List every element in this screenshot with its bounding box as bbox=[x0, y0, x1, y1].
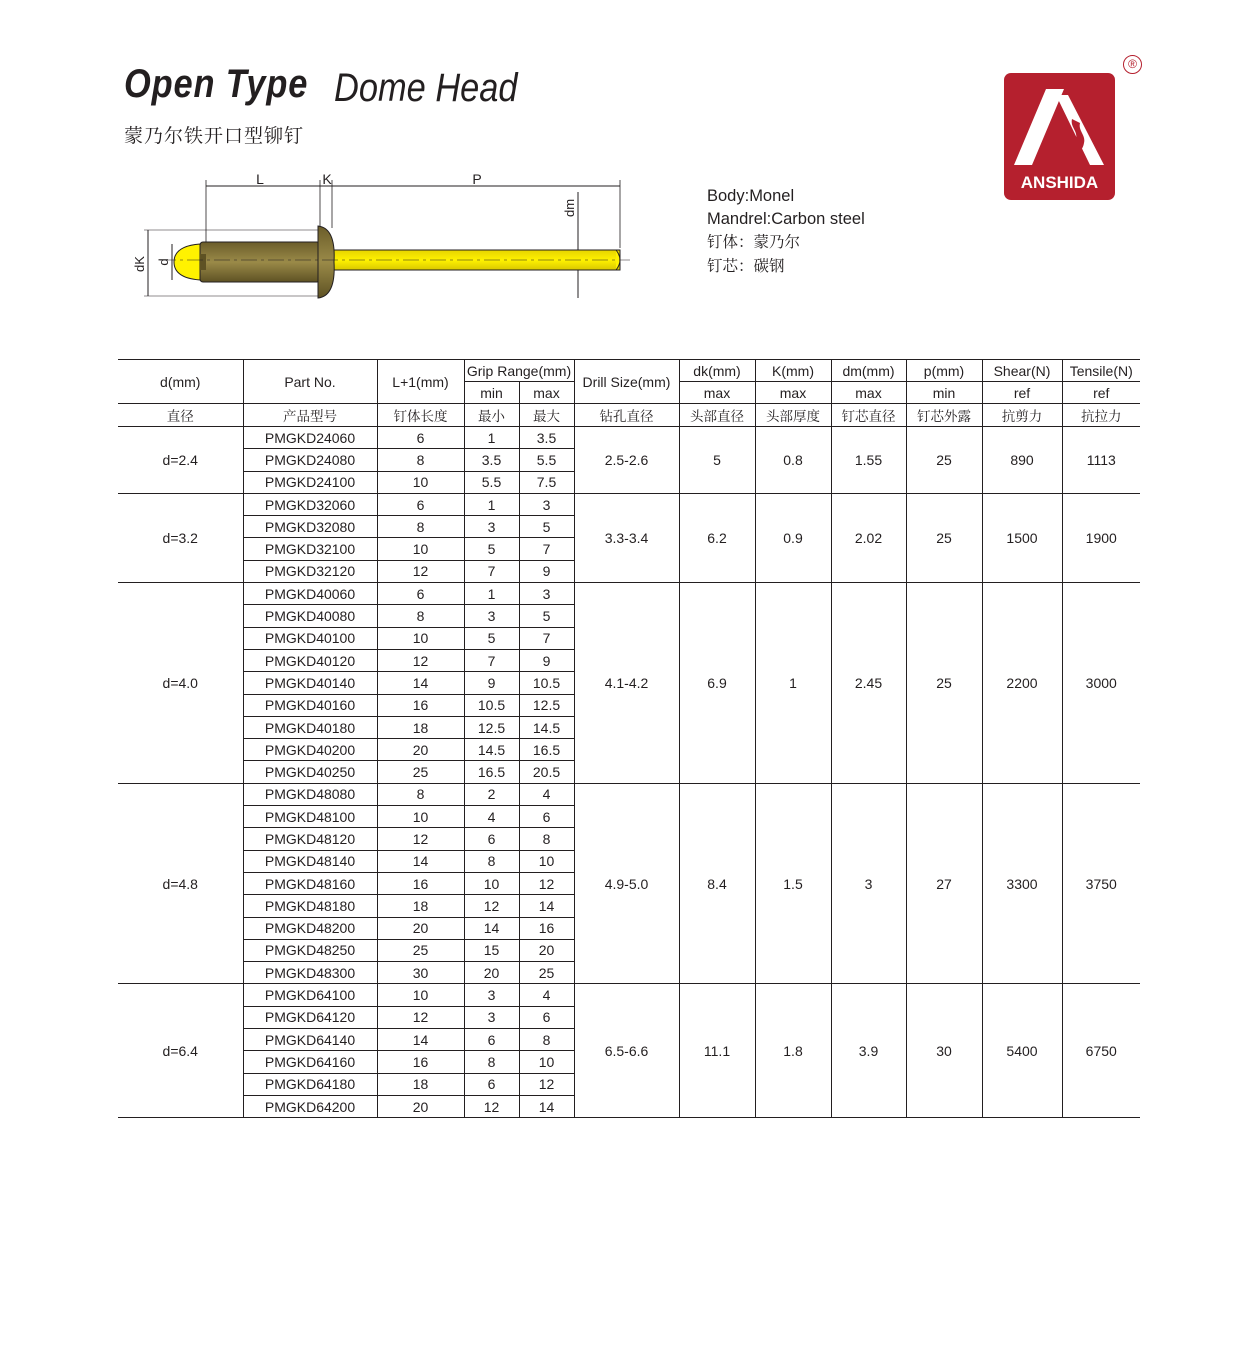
cell-min: 8 bbox=[464, 1051, 519, 1073]
col-dm-cn: 钉芯直径 bbox=[831, 404, 906, 427]
cell-max: 14 bbox=[519, 895, 574, 917]
col-tensile-cn: 抗拉力 bbox=[1062, 404, 1140, 427]
label-d: d bbox=[156, 258, 171, 266]
cell-min: 5.5 bbox=[464, 471, 519, 493]
cell-dm: 2.45 bbox=[831, 583, 906, 784]
cell-max: 5 bbox=[519, 605, 574, 627]
cell-max: 3 bbox=[519, 493, 574, 515]
cell-part: PMGKD40180 bbox=[243, 716, 377, 738]
cell-drill: 6.5-6.6 bbox=[574, 984, 679, 1118]
col-grip-max-cn: 最大 bbox=[519, 404, 574, 427]
cell-part: PMGKD48140 bbox=[243, 850, 377, 872]
cell-l: 25 bbox=[377, 939, 464, 961]
cell-max: 16 bbox=[519, 917, 574, 939]
mandrel-material-cn: 钉芯：碳钢 bbox=[707, 257, 785, 275]
cell-tensile: 3000 bbox=[1062, 583, 1140, 784]
title-sub: Dome Head bbox=[334, 66, 518, 110]
cell-l: 14 bbox=[377, 1029, 464, 1051]
cell-l: 6 bbox=[377, 427, 464, 449]
cell-max: 4 bbox=[519, 783, 574, 805]
col-p-cn: 钉芯外露 bbox=[906, 404, 982, 427]
col-shear-cn: 抗剪力 bbox=[982, 404, 1062, 427]
cell-min: 14 bbox=[464, 917, 519, 939]
cell-l: 20 bbox=[377, 739, 464, 761]
col-d-cn: 直径 bbox=[118, 404, 243, 427]
col-tensile-sub: ref bbox=[1062, 382, 1140, 404]
cell-diameter: d=3.2 bbox=[118, 493, 243, 582]
cell-min: 7 bbox=[464, 649, 519, 671]
col-drill-cn: 钻孔直径 bbox=[574, 404, 679, 427]
cell-tensile: 6750 bbox=[1062, 984, 1140, 1118]
col-k-cn: 头部厚度 bbox=[755, 404, 831, 427]
cell-part: PMGKD32100 bbox=[243, 538, 377, 560]
cell-k: 1.8 bbox=[755, 984, 831, 1118]
material-info bbox=[707, 185, 865, 278]
cell-max: 4 bbox=[519, 984, 574, 1006]
col-dk-sub: max bbox=[679, 382, 755, 404]
cell-min: 3 bbox=[464, 1006, 519, 1028]
cell-part: PMGKD40140 bbox=[243, 672, 377, 694]
cell-part: PMGKD40080 bbox=[243, 605, 377, 627]
cell-max: 3.5 bbox=[519, 427, 574, 449]
cell-dk: 11.1 bbox=[679, 984, 755, 1118]
cell-part: PMGKD40100 bbox=[243, 627, 377, 649]
cell-part: PMGKD64140 bbox=[243, 1029, 377, 1051]
cell-part: PMGKD48300 bbox=[243, 962, 377, 984]
col-p-sub: min bbox=[906, 382, 982, 404]
cell-diameter: d=4.8 bbox=[118, 783, 243, 984]
cell-dk: 5 bbox=[679, 427, 755, 494]
cell-dk: 6.2 bbox=[679, 493, 755, 582]
label-L: L bbox=[256, 171, 264, 187]
cell-l: 12 bbox=[377, 828, 464, 850]
cell-part: PMGKD48120 bbox=[243, 828, 377, 850]
cell-min: 12 bbox=[464, 1095, 519, 1117]
cell-min: 20 bbox=[464, 962, 519, 984]
cell-l: 6 bbox=[377, 583, 464, 605]
cell-l: 10 bbox=[377, 627, 464, 649]
header-row-cn bbox=[118, 404, 1140, 427]
cell-dm: 3.9 bbox=[831, 984, 906, 1118]
cell-part: PMGKD64100 bbox=[243, 984, 377, 1006]
cell-max: 7 bbox=[519, 538, 574, 560]
col-dk-cn: 头部直径 bbox=[679, 404, 755, 427]
col-p: p(mm) bbox=[906, 360, 982, 382]
cell-min: 12 bbox=[464, 895, 519, 917]
cell-shear: 2200 bbox=[982, 583, 1062, 784]
cell-dm: 1.55 bbox=[831, 427, 906, 494]
col-dm: dm(mm) bbox=[831, 360, 906, 382]
col-grip-max: max bbox=[519, 382, 574, 404]
cell-l: 30 bbox=[377, 962, 464, 984]
cell-l: 20 bbox=[377, 1095, 464, 1117]
col-d: d(mm) bbox=[118, 360, 243, 404]
cell-shear: 5400 bbox=[982, 984, 1062, 1118]
cell-min: 5 bbox=[464, 627, 519, 649]
cell-max: 6 bbox=[519, 1006, 574, 1028]
cell-min: 3 bbox=[464, 984, 519, 1006]
cell-p: 25 bbox=[906, 427, 982, 494]
cell-min: 6 bbox=[464, 1029, 519, 1051]
cell-min: 6 bbox=[464, 828, 519, 850]
cell-min: 3.5 bbox=[464, 449, 519, 471]
cell-part: PMGKD40160 bbox=[243, 694, 377, 716]
col-grip: Grip Range(mm) bbox=[464, 360, 574, 382]
cell-p: 30 bbox=[906, 984, 982, 1118]
registered-mark: ® bbox=[1123, 55, 1142, 74]
spec-table bbox=[118, 359, 1140, 1118]
cell-part: PMGKD48160 bbox=[243, 872, 377, 894]
rivet-head bbox=[318, 226, 334, 298]
cell-dk: 8.4 bbox=[679, 783, 755, 984]
anshida-logo bbox=[1004, 73, 1115, 200]
col-drill: Drill Size(mm) bbox=[574, 360, 679, 404]
spec-table-body bbox=[118, 427, 1140, 1118]
cell-k: 1 bbox=[755, 583, 831, 784]
cell-l: 16 bbox=[377, 1051, 464, 1073]
cell-part: PMGKD64200 bbox=[243, 1095, 377, 1117]
cell-part: PMGKD24080 bbox=[243, 449, 377, 471]
cell-shear: 890 bbox=[982, 427, 1062, 494]
cell-l: 18 bbox=[377, 1073, 464, 1095]
cell-diameter: d=4.0 bbox=[118, 583, 243, 784]
cell-l: 14 bbox=[377, 850, 464, 872]
cell-l: 8 bbox=[377, 516, 464, 538]
col-part-cn: 产品型号 bbox=[243, 404, 377, 427]
cell-tensile: 1113 bbox=[1062, 427, 1140, 494]
cell-tensile: 1900 bbox=[1062, 493, 1140, 582]
cell-shear: 3300 bbox=[982, 783, 1062, 984]
cell-max: 10 bbox=[519, 1051, 574, 1073]
cell-diameter: d=6.4 bbox=[118, 984, 243, 1118]
cell-max: 9 bbox=[519, 560, 574, 582]
label-P: P bbox=[472, 171, 482, 187]
cell-p: 25 bbox=[906, 583, 982, 784]
cell-max: 5 bbox=[519, 516, 574, 538]
cell-max: 12 bbox=[519, 1073, 574, 1095]
cell-max: 6 bbox=[519, 806, 574, 828]
table-row bbox=[118, 984, 1140, 1006]
cell-min: 1 bbox=[464, 583, 519, 605]
mandrel-material-en: Mandrel:Carbon steel bbox=[707, 209, 865, 228]
col-grip-min: min bbox=[464, 382, 519, 404]
cell-max: 14 bbox=[519, 1095, 574, 1117]
cell-part: PMGKD48080 bbox=[243, 783, 377, 805]
cell-l: 25 bbox=[377, 761, 464, 783]
col-grip-min-cn: 最小 bbox=[464, 404, 519, 427]
table-row bbox=[118, 583, 1140, 605]
cell-l: 12 bbox=[377, 560, 464, 582]
cell-dm: 3 bbox=[831, 783, 906, 984]
cell-tensile: 3750 bbox=[1062, 783, 1140, 984]
cell-part: PMGKD40060 bbox=[243, 583, 377, 605]
cell-l: 10 bbox=[377, 538, 464, 560]
cell-max: 20 bbox=[519, 939, 574, 961]
cell-dk: 6.9 bbox=[679, 583, 755, 784]
table-row bbox=[118, 493, 1140, 515]
cell-part: PMGKD24100 bbox=[243, 471, 377, 493]
cell-max: 10 bbox=[519, 850, 574, 872]
cell-l: 10 bbox=[377, 984, 464, 1006]
cell-part: PMGKD40250 bbox=[243, 761, 377, 783]
cell-max: 14.5 bbox=[519, 716, 574, 738]
cell-min: 4 bbox=[464, 806, 519, 828]
cell-p: 27 bbox=[906, 783, 982, 984]
cell-dm: 2.02 bbox=[831, 493, 906, 582]
col-dk: dk(mm) bbox=[679, 360, 755, 382]
cell-part: PMGKD48250 bbox=[243, 939, 377, 961]
cell-l: 10 bbox=[377, 806, 464, 828]
cell-k: 0.8 bbox=[755, 427, 831, 494]
cell-max: 8 bbox=[519, 1029, 574, 1051]
cell-part: PMGKD48200 bbox=[243, 917, 377, 939]
cell-part: PMGKD64120 bbox=[243, 1006, 377, 1028]
cell-min: 8 bbox=[464, 850, 519, 872]
cell-part: PMGKD64160 bbox=[243, 1051, 377, 1073]
cell-l: 18 bbox=[377, 716, 464, 738]
cell-drill: 4.1-4.2 bbox=[574, 583, 679, 784]
cell-l: 12 bbox=[377, 649, 464, 671]
cell-min: 9 bbox=[464, 672, 519, 694]
cell-part: PMGKD32120 bbox=[243, 560, 377, 582]
cell-k: 1.5 bbox=[755, 783, 831, 984]
rivet-shank bbox=[200, 242, 320, 282]
cell-max: 8 bbox=[519, 828, 574, 850]
cell-max: 10.5 bbox=[519, 672, 574, 694]
header-row-en bbox=[118, 360, 1140, 382]
cell-min: 2 bbox=[464, 783, 519, 805]
mandrel-head bbox=[174, 244, 200, 280]
page-title bbox=[124, 62, 518, 110]
cell-min: 16.5 bbox=[464, 761, 519, 783]
cell-min: 3 bbox=[464, 605, 519, 627]
cell-part: PMGKD64180 bbox=[243, 1073, 377, 1095]
cell-drill: 2.5-2.6 bbox=[574, 427, 679, 494]
col-length: L+1(mm) bbox=[377, 360, 464, 404]
cell-min: 12.5 bbox=[464, 716, 519, 738]
cell-max: 20.5 bbox=[519, 761, 574, 783]
cell-max: 3 bbox=[519, 583, 574, 605]
cell-min: 14.5 bbox=[464, 739, 519, 761]
cell-k: 0.9 bbox=[755, 493, 831, 582]
col-length-cn: 钉体长度 bbox=[377, 404, 464, 427]
cell-l: 12 bbox=[377, 1006, 464, 1028]
cell-l: 8 bbox=[377, 783, 464, 805]
cell-max: 12.5 bbox=[519, 694, 574, 716]
col-shear: Shear(N) bbox=[982, 360, 1062, 382]
cell-drill: 3.3-3.4 bbox=[574, 493, 679, 582]
col-dm-sub: max bbox=[831, 382, 906, 404]
cell-max: 7.5 bbox=[519, 471, 574, 493]
body-material-en: Body:Monel bbox=[707, 187, 795, 205]
cell-part: PMGKD32060 bbox=[243, 493, 377, 515]
col-shear-sub: ref bbox=[982, 382, 1062, 404]
cell-min: 5 bbox=[464, 538, 519, 560]
label-dm: dm bbox=[562, 198, 577, 218]
cell-l: 16 bbox=[377, 872, 464, 894]
cell-max: 25 bbox=[519, 962, 574, 984]
cell-part: PMGKD48100 bbox=[243, 806, 377, 828]
cell-min: 10.5 bbox=[464, 694, 519, 716]
cell-part: PMGKD24060 bbox=[243, 427, 377, 449]
cell-part: PMGKD40120 bbox=[243, 649, 377, 671]
cell-l: 16 bbox=[377, 694, 464, 716]
cell-l: 10 bbox=[377, 471, 464, 493]
cell-part: PMGKD32080 bbox=[243, 516, 377, 538]
cell-min: 1 bbox=[464, 493, 519, 515]
cell-l: 20 bbox=[377, 917, 464, 939]
col-part: Part No. bbox=[243, 360, 377, 404]
cell-diameter: d=2.4 bbox=[118, 427, 243, 494]
cell-l: 14 bbox=[377, 672, 464, 694]
cell-min: 1 bbox=[464, 427, 519, 449]
col-k-sub: max bbox=[755, 382, 831, 404]
cell-min: 10 bbox=[464, 872, 519, 894]
cell-part: PMGKD40200 bbox=[243, 739, 377, 761]
cell-part: PMGKD48180 bbox=[243, 895, 377, 917]
col-k: K(mm) bbox=[755, 360, 831, 382]
cell-drill: 4.9-5.0 bbox=[574, 783, 679, 984]
cell-min: 7 bbox=[464, 560, 519, 582]
table-row bbox=[118, 427, 1140, 449]
col-tensile: Tensile(N) bbox=[1062, 360, 1140, 382]
rivet-diagram bbox=[130, 168, 640, 308]
cell-l: 8 bbox=[377, 449, 464, 471]
label-dK: dK bbox=[132, 256, 147, 272]
logo-brand-text: ANSHIDA bbox=[1020, 173, 1099, 192]
label-K: K bbox=[322, 171, 332, 187]
cell-max: 16.5 bbox=[519, 739, 574, 761]
body-material-cn: 钉体：蒙乃尔 bbox=[707, 233, 801, 251]
table-row bbox=[118, 783, 1140, 805]
subtitle-cn: 蒙乃尔铁开口型铆钉 bbox=[124, 125, 305, 147]
cell-min: 15 bbox=[464, 939, 519, 961]
cell-max: 9 bbox=[519, 649, 574, 671]
cell-l: 6 bbox=[377, 493, 464, 515]
cell-max: 12 bbox=[519, 872, 574, 894]
title-main: Open Type bbox=[124, 62, 309, 106]
cell-l: 8 bbox=[377, 605, 464, 627]
cell-max: 7 bbox=[519, 627, 574, 649]
cell-l: 18 bbox=[377, 895, 464, 917]
cell-min: 6 bbox=[464, 1073, 519, 1095]
cell-shear: 1500 bbox=[982, 493, 1062, 582]
cell-p: 25 bbox=[906, 493, 982, 582]
cell-max: 5.5 bbox=[519, 449, 574, 471]
cell-min: 3 bbox=[464, 516, 519, 538]
